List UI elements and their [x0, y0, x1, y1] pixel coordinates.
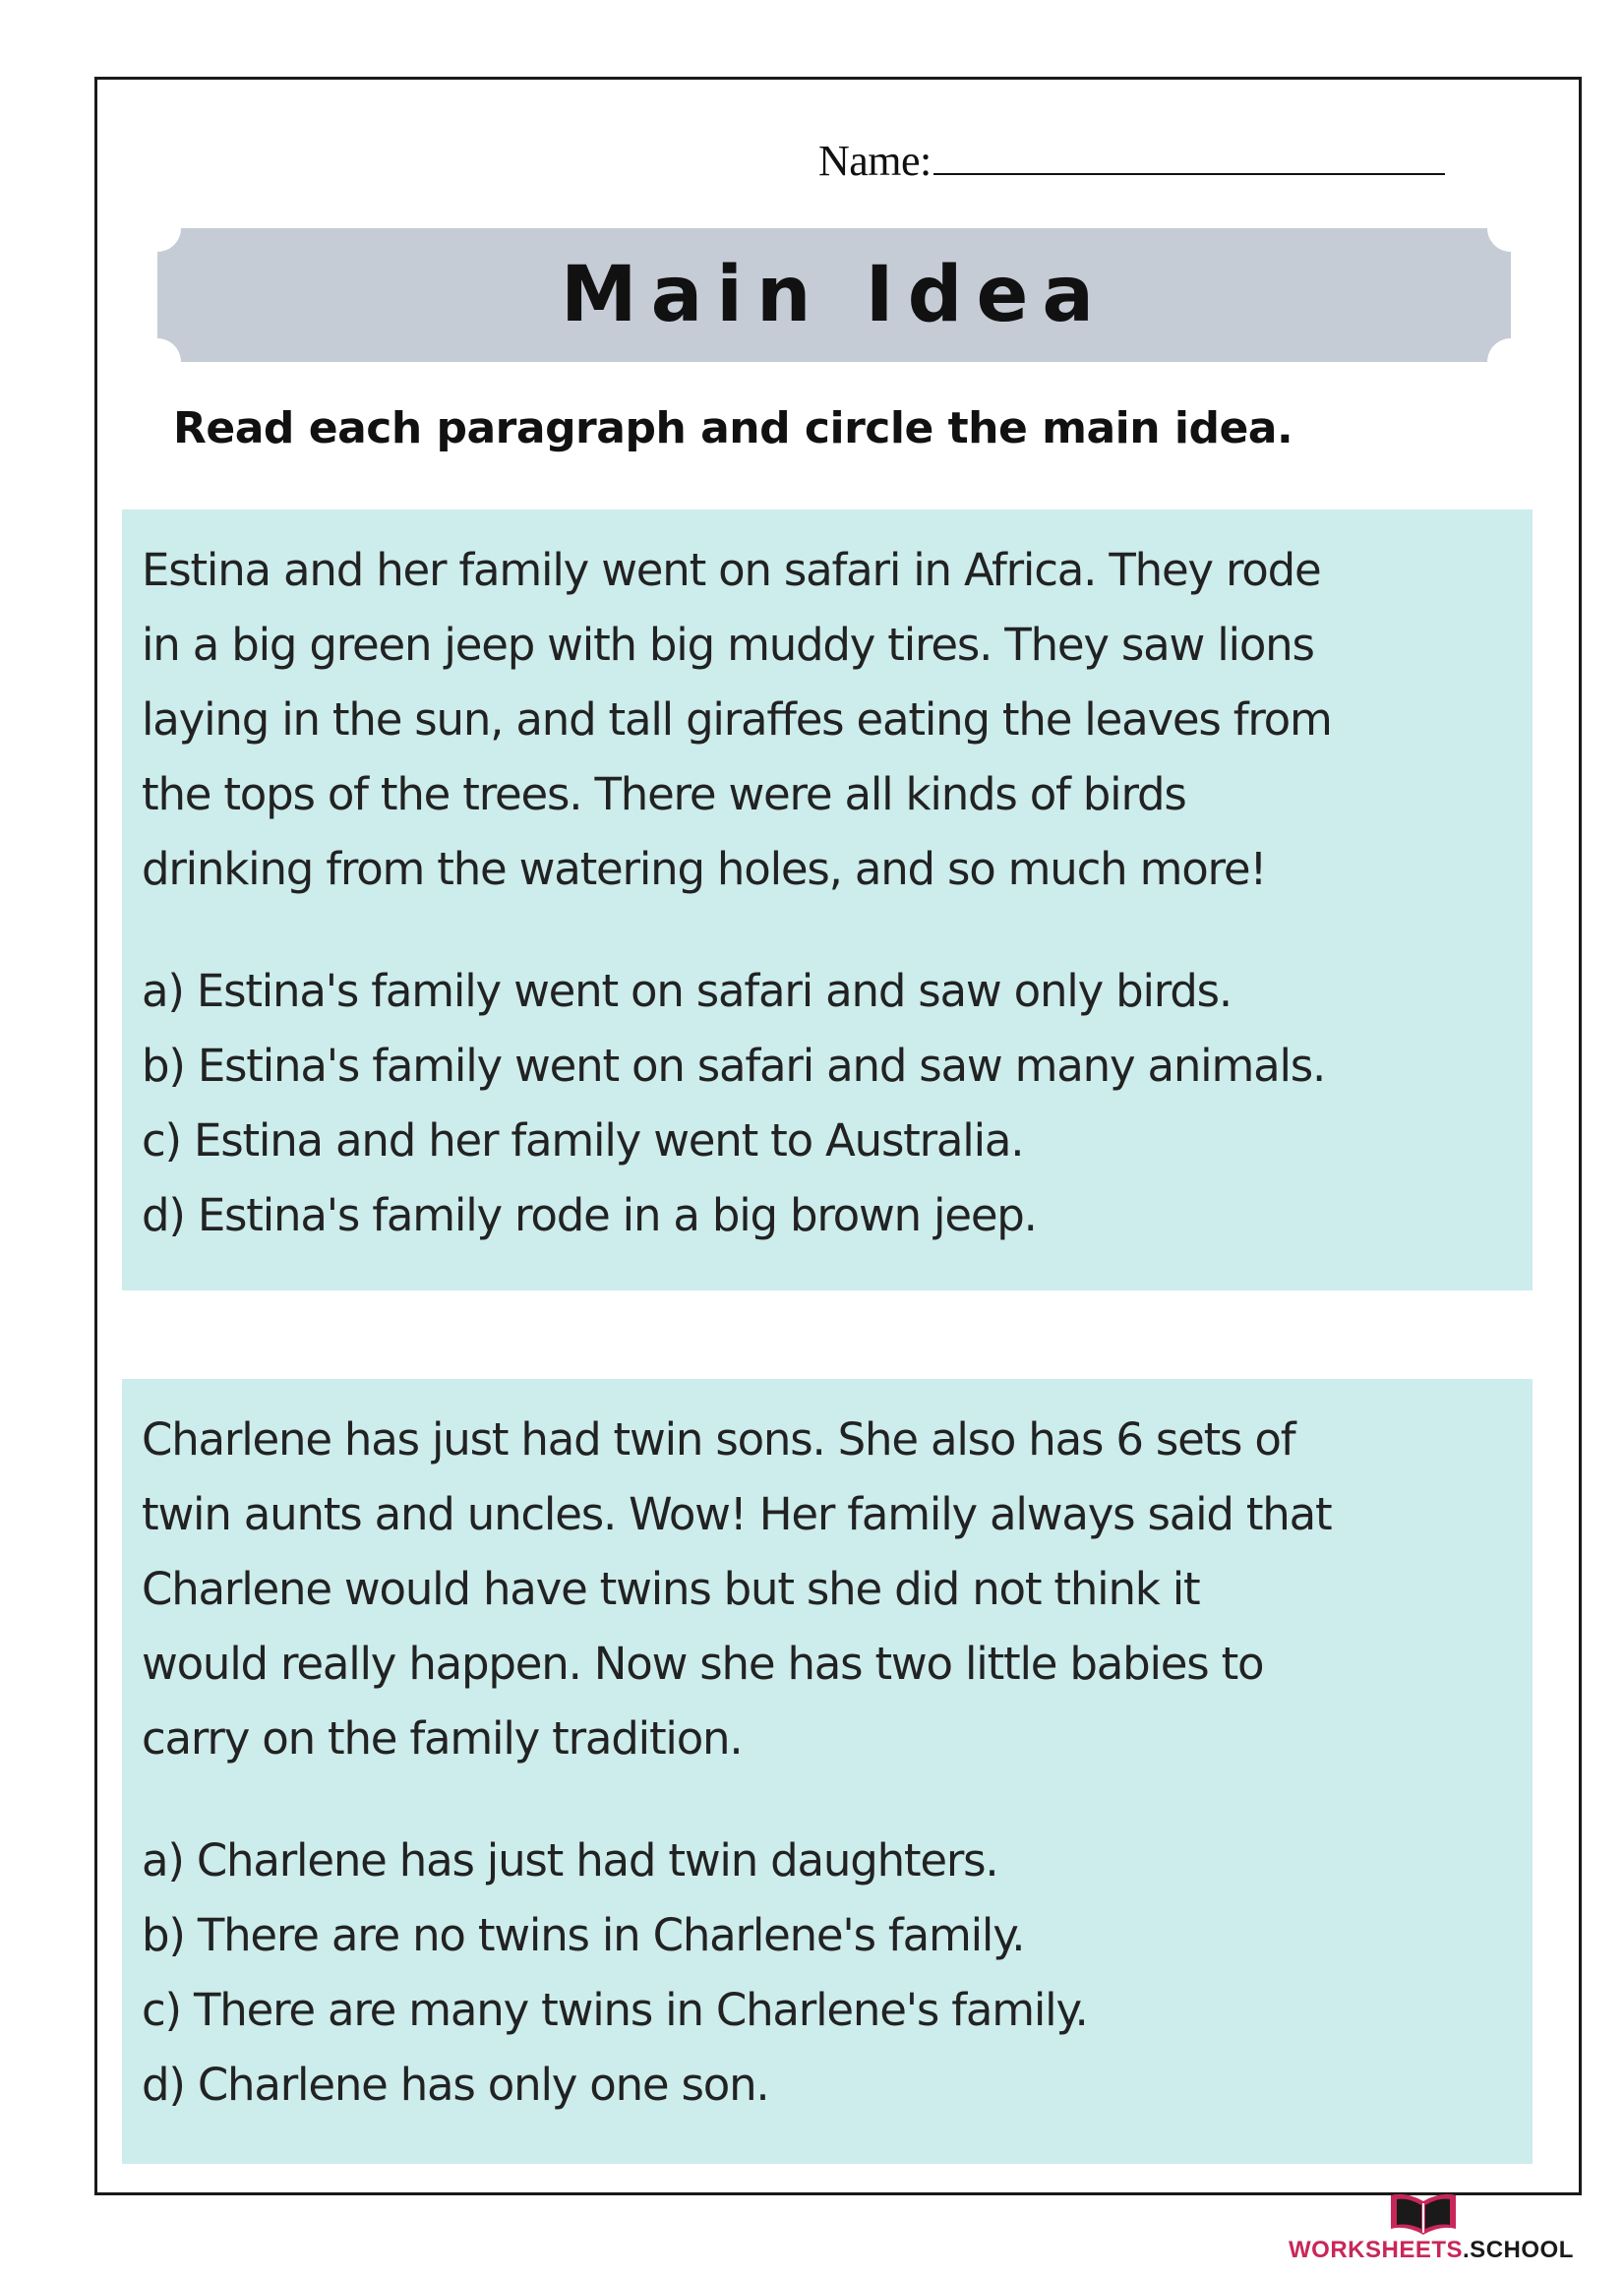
passage-line: carry on the family tradition. — [142, 1712, 743, 1765]
logo-text-worksheets: WORKSHEETS — [1289, 2237, 1464, 2263]
choice-a[interactable]: a) Estina's family went on safari and saw only birds. — [142, 965, 1233, 1017]
instructions: Read each paragraph and circle the main idea. — [173, 403, 1293, 453]
passage-line: Charlene would have twins but she did not think it — [142, 1563, 1200, 1615]
name-blank-line — [933, 134, 1445, 175]
choice-list-1 — [142, 954, 1533, 1253]
open-book-icon — [1387, 2189, 1460, 2239]
choice-d[interactable]: d) Estina's family rode in a big brown jeep. — [142, 1189, 1037, 1241]
choice-list-2 — [142, 1824, 1533, 2123]
passage-text-2 — [142, 1379, 1533, 1776]
passage-box-2 — [122, 1379, 1533, 2164]
passage-line: laying in the sun, and tall giraffes eating the leaves from — [142, 693, 1332, 746]
choice-a[interactable]: a) Charlene has just had twin daughters. — [142, 1834, 998, 1886]
passage-text-1 — [142, 509, 1533, 907]
passage-box-1 — [122, 509, 1533, 1290]
worksheets-school-logo[interactable] — [1289, 2189, 1574, 2270]
page-title: Main Idea — [560, 251, 1109, 339]
passage-line: would really happen. Now she has two little babies to — [142, 1638, 1264, 1690]
choice-b[interactable]: b) There are no twins in Charlene's family. — [142, 1909, 1025, 1961]
passage-line: in a big green jeep with big muddy tires. They saw lions — [142, 619, 1314, 671]
name-label: Name: — [818, 137, 932, 185]
passage-line: Charlene has just had twin sons. She also has 6 sets of — [142, 1413, 1295, 1466]
passage-line: drinking from the watering holes, and so much more! — [142, 843, 1267, 895]
passage-line: Estina and her family went on safari in Africa. They rode — [142, 544, 1321, 596]
logo-text-school: .SCHOOL — [1463, 2237, 1574, 2263]
choice-b[interactable]: b) Estina's family went on safari and saw many animals. — [142, 1040, 1326, 1092]
name-field — [818, 134, 1445, 186]
choice-c[interactable]: c) There are many twins in Charlene's family. — [142, 1984, 1088, 2036]
logo-text — [1289, 2237, 1574, 2264]
choice-c[interactable]: c) Estina and her family went to Australia. — [142, 1114, 1024, 1167]
title-banner — [157, 228, 1511, 362]
choice-d[interactable]: d) Charlene has only one son. — [142, 2059, 769, 2111]
passage-line: twin aunts and uncles. Wow! Her family always said that — [142, 1488, 1332, 1540]
passage-line: the tops of the trees. There were all kinds of birds — [142, 768, 1186, 820]
